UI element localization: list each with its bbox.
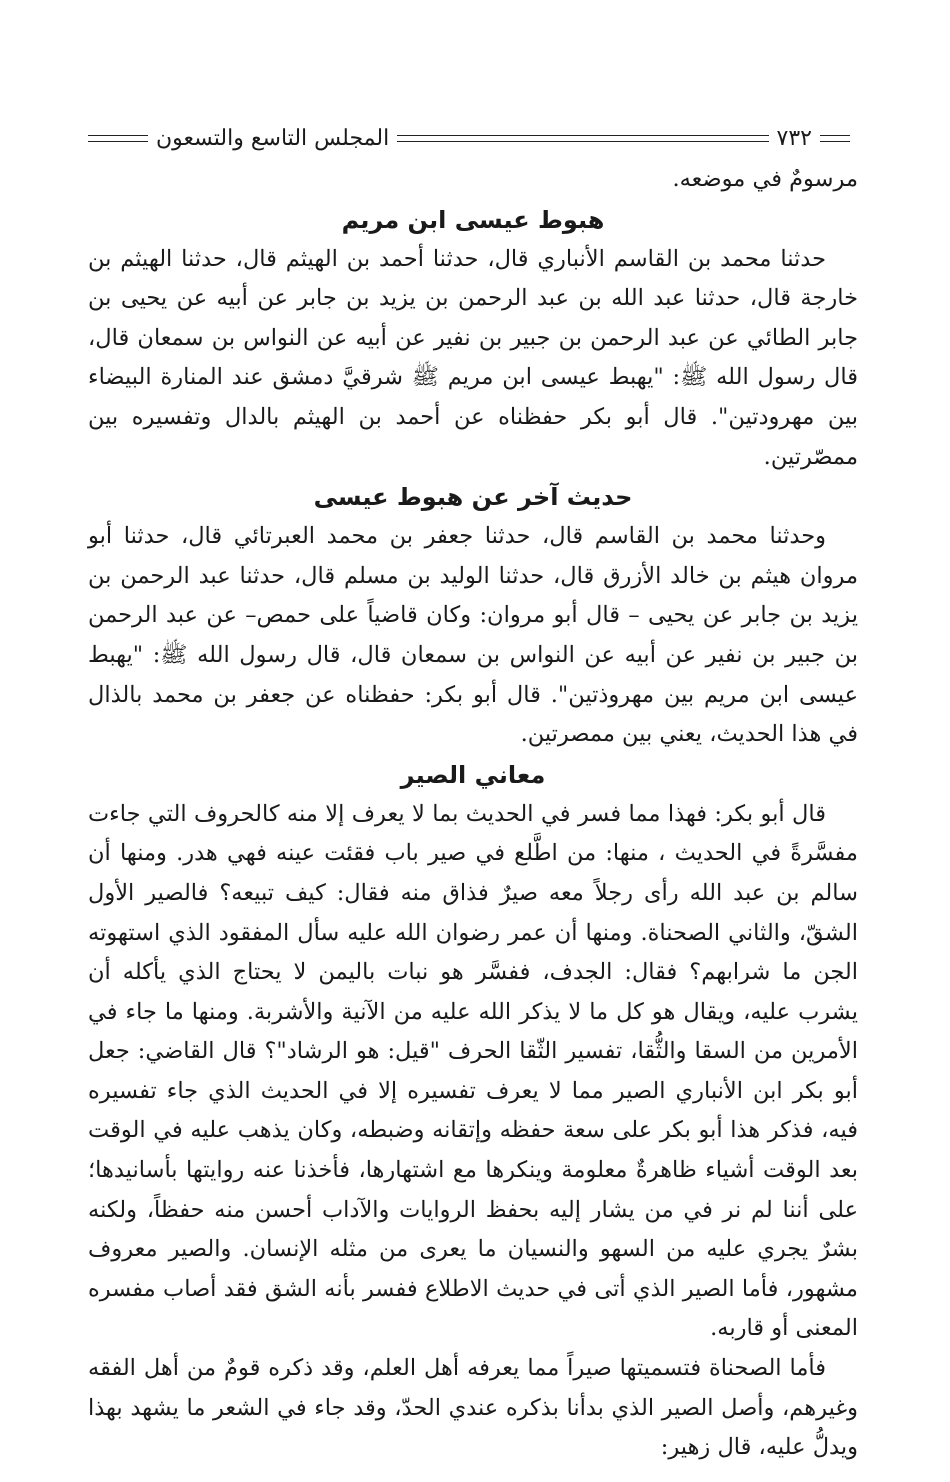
header-rule-left: [88, 135, 148, 142]
page-number: ٧٣٢: [776, 125, 812, 151]
paragraph-meanings-2: فأما الصحناة فتسميتها صيراً مما يعرفه أهل العلم، وقد ذكره قومٌ من أهل الفقه وغيرهم، وأصل الصير الذي بدأنا بذكره عندي الحدّ، وقد جاء في الشعر ما يشهد بهذا ويدلُّ عليه، قال زهير:: [88, 1355, 858, 1461]
section-heading-descent: هبوط عيسى ابن مريم: [341, 205, 605, 234]
intro-line: مرسومٌ في موضعه.: [672, 166, 858, 192]
paragraph-another-hadith: وحدثنا محمد بن القاسم قال، حدثنا جعفر بن محمد العبرتائي قال، حدثنا أبو مروان هيثم بن خالد الأزرق قال، حدثنا الوليد بن مسلم قال، حدثنا عبد الرحمن بن يزيد بن جابر عن يحيى – قال أبو مروان: وكان قاضياً على حمص– عن عبد الرحمن بن جبير بن نفير عن أبيه عن النواس بن سمعان قال، قال رسول الله ﷺ: "يهبط عيسى ابن مريم بين مهروذتين". قال أبو بكر: حفظناه عن جعفر بن محمد بالذال في هذا الحديث، يعني بين ممصرتين.: [88, 523, 858, 748]
page-body: [88, 160, 858, 1468]
header-rule-middle: [397, 135, 768, 142]
chapter-title: المجلس التاسع والتسعون: [156, 125, 390, 151]
running-header: [88, 120, 858, 156]
paragraph-meanings-1: قال أبو بكر: فهذا مما فسر في الحديث بما لا يعرف إلا منه كالحروف التي جاءت مفسَّرةً في الحديث ، منها: من اطَّلع في صير باب فقئت عينه فهي هدر. ومنها أن سالم بن عبد الله رأى رجلاً معه صيرٌ فذاق منه فقال: كيف تبيعه؟ فالصير الأول الشقّ، والثاني الصحناة. ومنها أن عمر رضوان الله عليه سأل المفقود الذي استهوته الجن ما شرابهم؟ فقال: الجدف، ففسَّر هو نبات باليمن لا يحتاج الذي يأكله أن يشرب عليه، ويقال هو كل ما لا يذكر الله عليه من الآنية والأشربة. ومنها ما جاء في الأمرين من السقا والثُّقا، تفسير الثّقا الحرف "قيل: هو الرشاد"؟ قال القاضي: جعل أبو بكر ابن الأنباري الصير مما لا يعرف تفسيره إلا في الحديث الذي جاء تفسيره فيه، فذكر هذا أبو بكر على سعة حفظه وإتقانه وضبطه، وكان يذهب عليه في الوقت بعد الوقت أشياء ظاهرةٌ معلومة وينكرها مع اشتهارها، فأخذنا عنه روايتها بأسانيدها؛ على أننا لم نر في من يشار إليه بحفظ الروايات والآداب أحسن منه حفظاً، ولكنه بشرٌ يجري عليه من السهو والنسيان ما يعرى من مثله الإنسان. والصير معروف مشهور، فأما الصير الذي أتى في حديث الاطلاع ففسر بأنه الشق فقد أصاب مفسره المعنى أو قاربه.: [88, 800, 858, 1342]
section-heading-meanings: معاني الصير: [400, 760, 546, 789]
header-rule-right: [820, 135, 850, 142]
section-heading-another-hadith: حديث آخر عن هبوط عيسى: [313, 483, 633, 512]
paragraph-descent-hadith: حدثنا محمد بن القاسم الأنباري قال، حدثنا أحمد بن الهيثم قال، حدثنا الهيثم بن خارجة قال، حدثنا عبد الله بن عبد الرحمن بن يزيد بن جابر عن أبيه عن يحيى بن جابر الطائي عن عبد الرحمن بن جبير بن نفير عن أبيه عن النواس بن سمعان قال، قال رسول الله ﷺ: "يهبط عيسى ابن مريم ﷺ شرقيَّ دمشق عند المنارة البيضاء بين مهرودتين". قال أبو بكر حفظناه عن أحمد بن الهيثم بالدال وتفسيره بين ممصّرتين.: [88, 245, 858, 470]
